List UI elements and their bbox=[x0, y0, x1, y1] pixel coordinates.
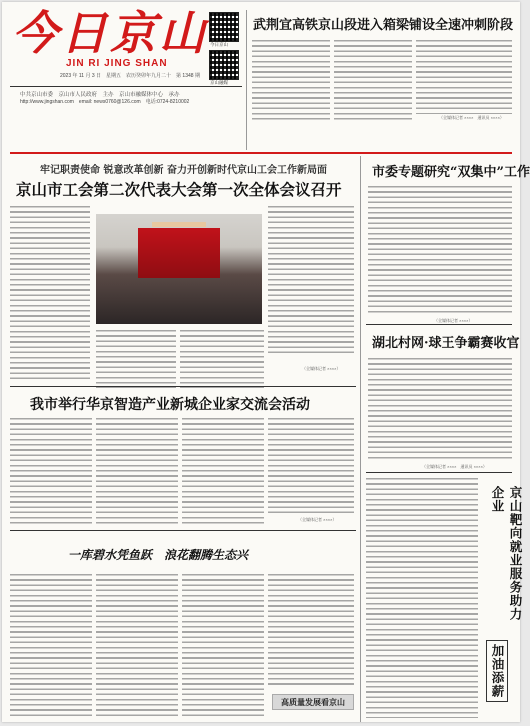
middle-story-headline: 我市举行华京智造产业新城企业家交流会活动 bbox=[30, 397, 310, 413]
vertical-story-text bbox=[366, 478, 478, 718]
feature-story-text bbox=[96, 574, 178, 716]
middle-story-text bbox=[96, 418, 178, 524]
right-story-2-headline: 湖北村网·球王争霸赛收官 bbox=[372, 336, 520, 351]
vertical-story-headline: 京山靶向就业服务助力企业 bbox=[490, 486, 523, 621]
stage-banner bbox=[152, 222, 206, 227]
column-divider bbox=[360, 156, 361, 722]
right-story-1-byline: （全媒体记者 ××××） bbox=[434, 318, 473, 323]
masthead-sponsor-line: 中共京山市委 京山市人民政府 主办 京山市融媒体中心 承办 bbox=[20, 92, 180, 98]
right-story-1-headline: 市委专题研究“双集中”工作 bbox=[372, 165, 530, 180]
top-story-text bbox=[416, 40, 512, 114]
column-divider bbox=[246, 10, 247, 150]
lead-story-byline: （全媒体记者 ××××） bbox=[302, 366, 341, 371]
feature-story-text bbox=[182, 574, 264, 716]
feature-story-text bbox=[268, 574, 354, 688]
lead-story-text bbox=[10, 206, 90, 380]
section-rule bbox=[10, 530, 356, 531]
lead-story-text bbox=[268, 206, 354, 356]
series-stamp: 高质量发展看京山 bbox=[272, 694, 354, 710]
newspaper-page bbox=[2, 2, 530, 722]
right-story-1-text bbox=[368, 186, 512, 314]
stage-backdrop bbox=[138, 228, 220, 278]
lead-story-text bbox=[180, 330, 264, 388]
middle-story-text bbox=[268, 418, 354, 514]
right-story-2-byline: （全媒体记者 ×××× 通讯员 ××××） bbox=[422, 464, 487, 469]
right-story-2-text bbox=[368, 358, 512, 460]
top-story-text bbox=[334, 40, 412, 122]
masthead-title: 今日京山 bbox=[12, 6, 208, 60]
feature-story-text bbox=[10, 574, 92, 716]
section-rule bbox=[10, 386, 356, 387]
story-rule bbox=[366, 324, 512, 325]
lead-story-text bbox=[96, 330, 176, 388]
lead-story-kicker: 牢记职责使命 锐意改革创新 奋力开创新时代京山工会工作新局面 bbox=[40, 165, 327, 176]
masthead-pinyin: JIN RI JING SHAN bbox=[66, 58, 168, 69]
middle-story-byline: （全媒体记者 ××××） bbox=[298, 517, 337, 522]
middle-story-text bbox=[182, 418, 264, 524]
top-story-headline: 武荆宜高铁京山段进入箱梁铺设全速冲刺阶段 bbox=[253, 18, 514, 33]
conference-photo bbox=[96, 214, 262, 324]
section-rule bbox=[10, 152, 512, 154]
masthead-date-line: 2023 年 11 月 3 日 星期五 农历癸卯年九月二十 第 1348 期 bbox=[60, 73, 200, 79]
qr-caption-2: 京山融媒 bbox=[210, 80, 228, 85]
top-story-byline: （全媒体记者 ×××× 通讯员 ××××） bbox=[439, 115, 504, 120]
qr-code-icon bbox=[209, 12, 239, 42]
vertical-story-subhead: 加油添薪 bbox=[490, 644, 505, 698]
top-story-text bbox=[252, 40, 330, 122]
qr-code-icon bbox=[209, 50, 239, 80]
feature-story-headline: 一库碧水凭鱼跃 浪花翻腾生态兴 bbox=[68, 548, 249, 562]
story-rule bbox=[366, 472, 512, 473]
middle-story-text bbox=[10, 418, 92, 524]
masthead-rule bbox=[10, 86, 242, 87]
masthead-contact-line: http://www.jingshan.com email: news0760@126.com 电话:0724-8210002 bbox=[20, 99, 190, 105]
qr-caption-1: 今日京山 bbox=[210, 42, 228, 47]
lead-story-headline: 京山市工会第二次代表大会第一次全体会议召开 bbox=[16, 180, 342, 199]
vertical-story-subhead-box bbox=[486, 640, 508, 702]
